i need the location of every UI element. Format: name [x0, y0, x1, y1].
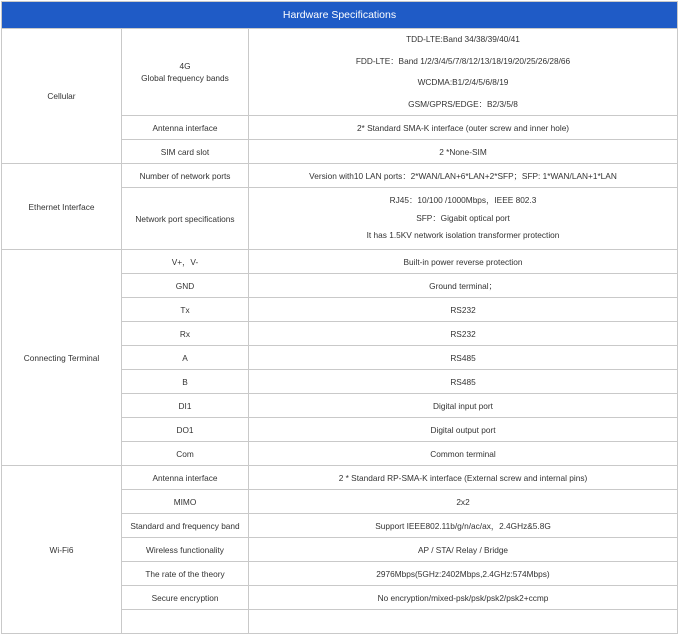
- table-row: [2, 29, 678, 116]
- spec-label: Wireless functionality: [122, 538, 249, 562]
- spec-value: Built-in power reverse protection: [249, 250, 678, 274]
- spec-label: The rate of the theory: [122, 562, 249, 586]
- spec-value: RS485: [249, 346, 678, 370]
- spec-value-netspec: [249, 188, 678, 250]
- spec-value-line: TDD-LTE:Band 34/38/39/40/41: [406, 34, 520, 44]
- spec-value-line: It has 1.5KV network isolation transformer protection: [366, 230, 560, 241]
- spec-value: 2 *None-SIM: [249, 140, 678, 164]
- spec-value-line: GSM/GPRS/EDGE：B2/3/5/8: [408, 98, 518, 109]
- spec-value: RS232: [249, 322, 678, 346]
- spec-label: A: [122, 346, 249, 370]
- spec-label: Network port specifications: [122, 188, 249, 250]
- spec-value-line: WCDMA:B1/2/4/5/6/8/19: [417, 77, 509, 87]
- spec-value: RS232: [249, 298, 678, 322]
- spec-value: Digital output port: [249, 418, 678, 442]
- spec-value-line: RJ45：10/100 /1000Mbps，IEEE 802.3: [389, 195, 537, 206]
- spec-value: Common terminal: [249, 442, 678, 466]
- spec-value: 2x2: [249, 490, 678, 514]
- spec-label: Secure encryption: [122, 586, 249, 610]
- spec-value: RS485: [249, 370, 678, 394]
- spec-value: Ground terminal；: [249, 274, 678, 298]
- spec-label: Number of network ports: [122, 164, 249, 188]
- spec-label-line: Global frequency bands: [141, 73, 229, 83]
- category-ethernet: Ethernet Interface: [2, 164, 122, 250]
- table-row: [2, 164, 678, 188]
- spec-value: [249, 610, 678, 634]
- spec-label: Tx: [122, 298, 249, 322]
- table-row: [2, 250, 678, 274]
- spec-label: SIM card slot: [122, 140, 249, 164]
- spec-label-bands: [122, 29, 249, 116]
- spec-label: MIMO: [122, 490, 249, 514]
- spec-label: DI1: [122, 394, 249, 418]
- spec-value: 2976Mbps(5GHz:2402Mbps,2.4GHz:574Mbps): [249, 562, 678, 586]
- spec-value-line: SFP：Gigabit optical port: [416, 212, 510, 223]
- spec-label: Antenna interface: [122, 116, 249, 140]
- spec-value: 2* Standard SMA-K interface (outer screw and inner hole): [249, 116, 678, 140]
- spec-value: Version with10 LAN ports：2*WAN/LAN+6*LAN+2*SFP；SFP: 1*WAN/LAN+1*LAN: [249, 164, 678, 188]
- hardware-spec-table: [1, 1, 678, 634]
- spec-value: Digital input port: [249, 394, 678, 418]
- spec-value-bands: [249, 29, 678, 116]
- category-cellular: Cellular: [2, 29, 122, 164]
- spec-value: AP / STA/ Relay / Bridge: [249, 538, 678, 562]
- table-row: [2, 466, 678, 490]
- spec-value: No encryption/mixed-psk/psk/psk2/psk2+ccmp: [249, 586, 678, 610]
- spec-value: 2 * Standard RP-SMA-K interface (External screw and internal pins): [249, 466, 678, 490]
- spec-label: B: [122, 370, 249, 394]
- spec-label: DO1: [122, 418, 249, 442]
- spec-label: Rx: [122, 322, 249, 346]
- spec-value: Support IEEE802.11b/g/n/ac/ax，2.4GHz&5.8G: [249, 514, 678, 538]
- spec-label: GND: [122, 274, 249, 298]
- spec-label: Com: [122, 442, 249, 466]
- category-wifi: Wi-Fi6: [2, 466, 122, 634]
- spec-label: V+，V-: [122, 250, 249, 274]
- category-terminal: Connecting Terminal: [2, 250, 122, 466]
- spec-value-line: FDD-LTE：Band 1/2/3/4/5/7/8/12/13/18/19/20/25/26/28/66: [355, 55, 571, 66]
- spec-table-wrapper: [1, 1, 677, 634]
- title-row: [2, 2, 678, 29]
- spec-label: Standard and frequency band: [122, 514, 249, 538]
- spec-label-line: 4G: [179, 61, 191, 71]
- table-title: Hardware Specifications: [2, 2, 678, 29]
- spec-label: Antenna interface: [122, 466, 249, 490]
- spec-label: [122, 610, 249, 634]
